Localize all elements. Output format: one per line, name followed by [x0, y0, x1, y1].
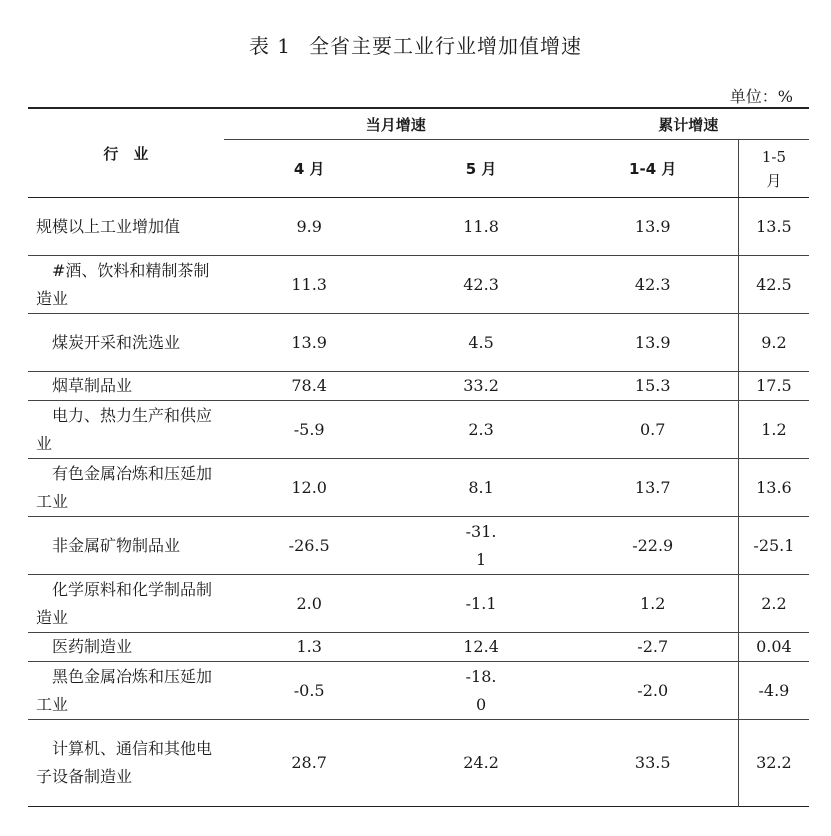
value-may: -1.1 — [395, 575, 568, 633]
value-may: 24.2 — [463, 753, 499, 772]
table-row — [28, 401, 809, 459]
table-title-text: 全省主要工业行业增加值增速 — [309, 34, 583, 58]
value-apr: 2.0 — [224, 575, 395, 633]
table-row — [28, 517, 809, 575]
header-may: 5 月 — [395, 140, 568, 198]
industry-name: 煤炭开采和洗选业 — [28, 314, 224, 372]
value-may: 11.8 — [395, 198, 568, 256]
industry-name: 化学原料和化学制品制造业 — [28, 575, 224, 633]
value-jan-apr: 15.3 — [568, 372, 739, 401]
value-jan-apr: 1.2 — [568, 575, 739, 633]
industry-name: 电力、热力生产和供应业 — [28, 401, 224, 459]
table-row — [28, 198, 809, 256]
table-row — [28, 459, 809, 517]
table-row — [28, 575, 809, 633]
value-jan-apr: 13.9 — [568, 314, 739, 372]
value-may: -18.0 — [465, 666, 497, 714]
header-jan-apr: 1-4 月 — [568, 140, 739, 198]
header-jan-may-text: 1-5 月 — [761, 147, 786, 190]
value-jan-may: 9.2 — [738, 314, 809, 372]
value-may: 4.5 — [395, 314, 568, 372]
table-title — [0, 30, 831, 59]
table-row — [28, 314, 809, 372]
industry-name: 黑色金属冶炼和压延加工业 — [28, 662, 224, 720]
value-apr: -26.5 — [224, 517, 395, 575]
value-may: 12.4 — [395, 633, 568, 662]
value-jan-may: 13.6 — [738, 459, 809, 517]
value-jan-may: 1.2 — [738, 401, 809, 459]
value-may-cell — [395, 662, 568, 720]
industry-name: 烟草制品业 — [28, 372, 224, 401]
value-jan-apr: -22.9 — [568, 517, 739, 575]
value-jan-apr: -2.0 — [568, 662, 739, 720]
value-may: 33.2 — [395, 372, 568, 401]
value-may: 2.3 — [395, 401, 568, 459]
header-jan-may — [738, 140, 809, 198]
table-number: 表 1 — [248, 34, 292, 58]
value-apr: 1.3 — [224, 633, 395, 662]
table-row — [28, 256, 809, 314]
table-row — [28, 372, 809, 401]
value-jan-may: 2.2 — [738, 575, 809, 633]
value-jan-may: 17.5 — [738, 372, 809, 401]
industry-name: 医药制造业 — [28, 633, 224, 662]
value-apr: 9.9 — [224, 198, 395, 256]
value-jan-may: -4.9 — [738, 662, 809, 720]
value-jan-may: -25.1 — [738, 517, 809, 575]
header-monthly-growth: 当月增速 — [224, 108, 568, 140]
value-apr: 28.7 — [291, 753, 327, 772]
value-jan-apr: 33.5 — [634, 753, 671, 772]
value-apr: 12.0 — [224, 459, 395, 517]
table-row — [28, 720, 809, 807]
table-row — [28, 662, 809, 720]
industry-name: 计算机、通信和其他电子设备制造业 — [36, 739, 213, 786]
industry-name: 有色金属冶炼和压延加工业 — [28, 459, 224, 517]
value-may: 42.3 — [395, 256, 568, 314]
table-body — [28, 198, 809, 807]
industry-name: #酒、饮料和精制茶制造业 — [28, 256, 224, 314]
unit-label: 单位：% — [729, 87, 793, 106]
value-jan-apr: 42.3 — [568, 256, 739, 314]
value-apr: 78.4 — [224, 372, 395, 401]
value-jan-apr: 0.7 — [568, 401, 739, 459]
value-jan-may: 0.04 — [738, 633, 809, 662]
table-row — [28, 633, 809, 662]
value-apr: 11.3 — [224, 256, 395, 314]
value-jan-may: 42.5 — [738, 256, 809, 314]
value-apr: -5.9 — [224, 401, 395, 459]
value-jan-may: 32.2 — [738, 720, 809, 807]
header-industry: 行 业 — [28, 108, 224, 198]
value-apr: -0.5 — [224, 662, 395, 720]
value-may: 8.1 — [395, 459, 568, 517]
industry-name: 规模以上工业增加值 — [28, 198, 224, 256]
industry-name: 非金属矿物制品业 — [28, 517, 224, 575]
value-jan-apr: -2.7 — [568, 633, 739, 662]
value-may: -31.1 — [465, 521, 497, 569]
industry-growth-table — [28, 107, 809, 807]
value-jan-apr: 13.7 — [568, 459, 739, 517]
value-may-cell — [395, 517, 568, 575]
header-apr: 4 月 — [224, 140, 395, 198]
header-cumulative-growth: 累计增速 — [568, 108, 809, 140]
value-jan-apr: 13.9 — [568, 198, 739, 256]
value-apr: 13.9 — [224, 314, 395, 372]
value-jan-may: 13.5 — [738, 198, 809, 256]
